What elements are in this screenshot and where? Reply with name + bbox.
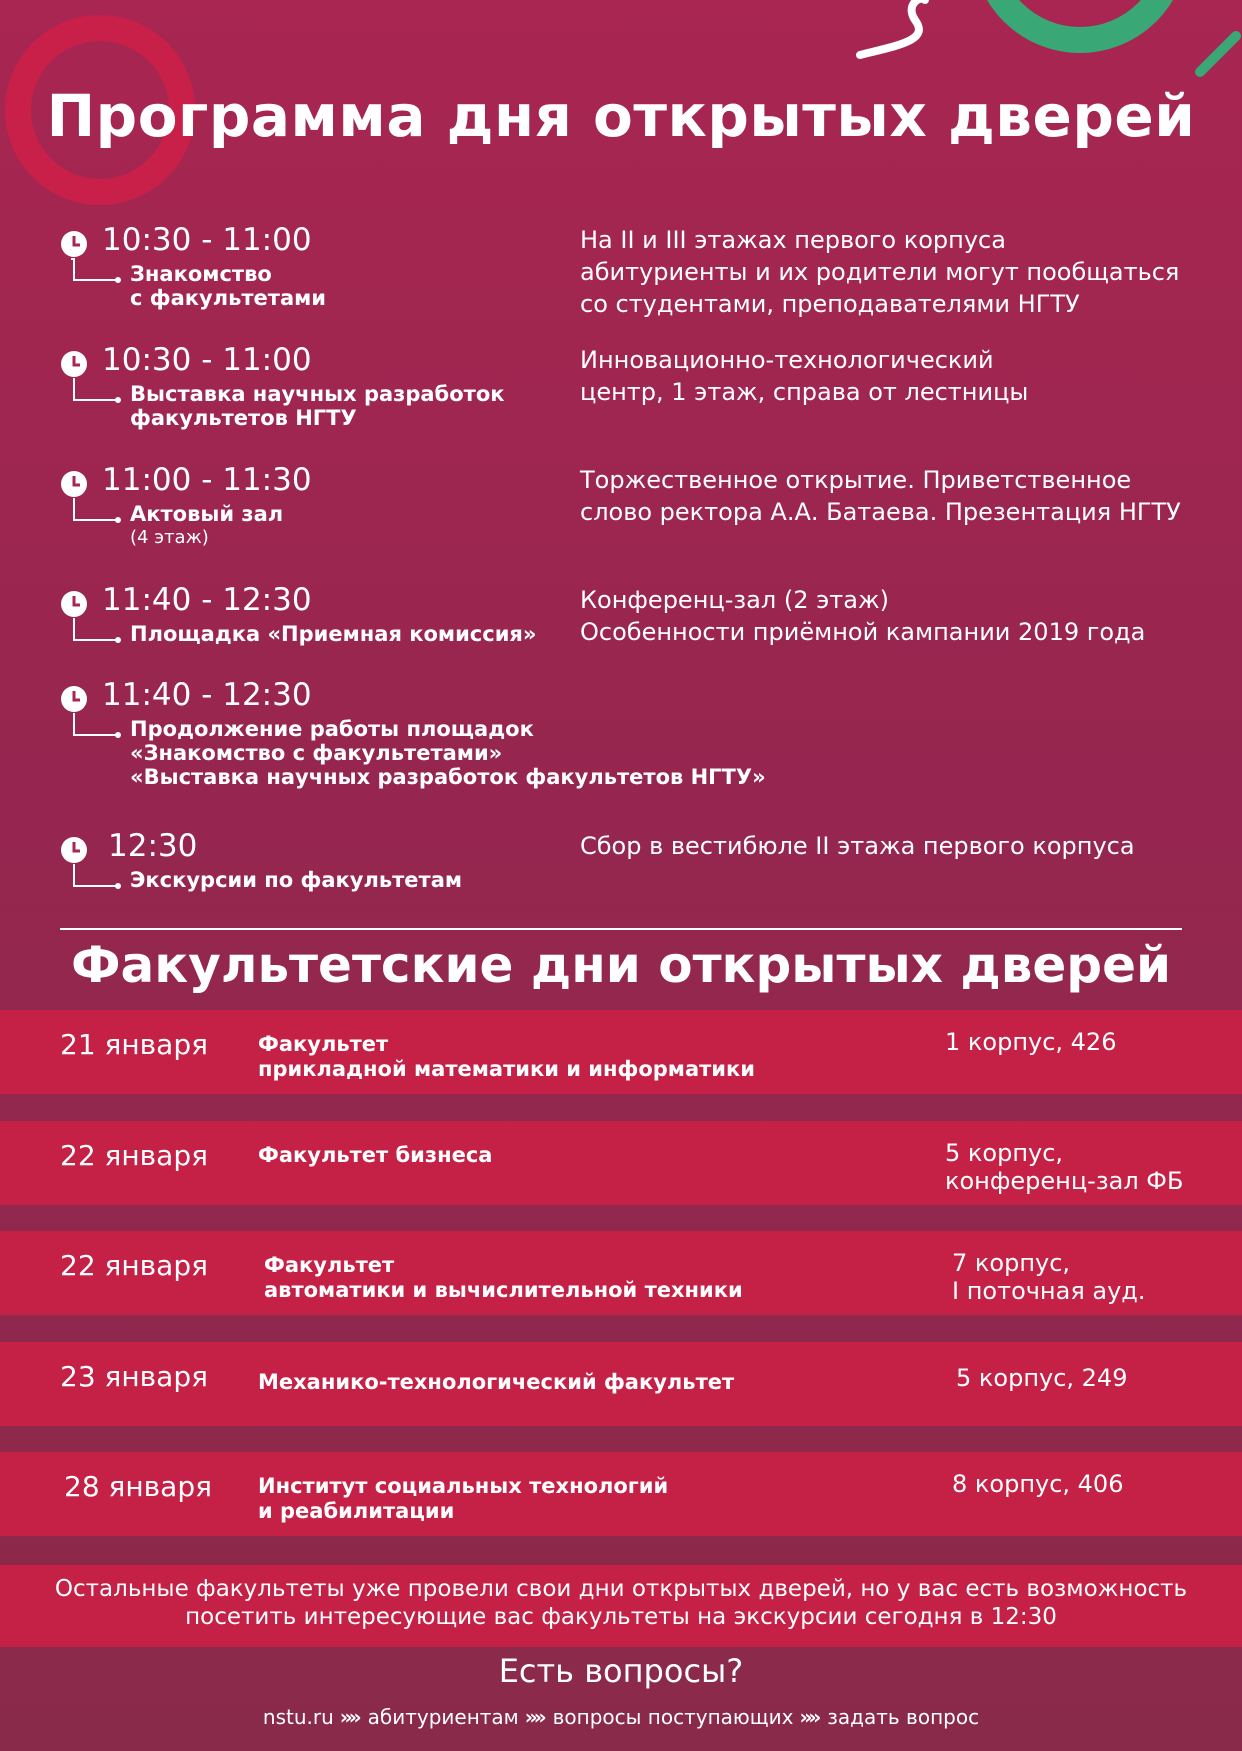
connector-line-icon	[72, 258, 122, 308]
faculty-place	[945, 1028, 1116, 1056]
clock-icon	[58, 348, 90, 380]
schedule-event	[130, 717, 766, 789]
desc-line: Сбор в вестибюле II этажа первого корпуса	[580, 832, 1135, 860]
footer-link-ask[interactable]: задать вопрос	[827, 1705, 980, 1729]
decor-circle-green	[985, 0, 1175, 40]
desc-line: Инновационно-технологический	[580, 346, 994, 374]
faculty-place-line: I поточная ауд.	[952, 1277, 1146, 1305]
faculty-row	[0, 1342, 1242, 1426]
faculty-name	[258, 1474, 668, 1524]
event-line: Выставка научных разработок	[130, 382, 505, 406]
schedule-description	[580, 224, 1230, 320]
desc-line: слово ректора А.А. Батаева. Презентация НГТУ	[580, 498, 1181, 526]
schedule-event	[130, 262, 326, 310]
faculty-place	[945, 1139, 1183, 1195]
desc-line: центр, 1 этаж, справа от лестницы	[580, 378, 1029, 406]
desc-line: Торжественное открытие. Приветственное	[580, 466, 1132, 494]
footer-link-nstu[interactable]: nstu.ru	[262, 1705, 334, 1729]
faculty-place-line: конференц-зал ФБ	[945, 1167, 1184, 1195]
chevron-double-right-icon: »»	[339, 1705, 358, 1729]
event-line: Площадка «Приемная комиссия»	[130, 622, 537, 646]
schedule-time: 10:30 - 11:00	[102, 342, 312, 378]
faculty-date: 22 января	[60, 1139, 208, 1172]
footer-link-applicants[interactable]: абитуриентам	[367, 1705, 519, 1729]
connector-line-icon	[72, 618, 122, 668]
clock-icon	[58, 228, 90, 260]
schedule-event	[130, 622, 536, 646]
event-line: «Знакомство с факультетами»	[130, 741, 503, 765]
faculty-date: 28 января	[64, 1470, 212, 1503]
schedule-event	[130, 502, 283, 550]
schedule-time: 11:40 - 12:30	[102, 582, 312, 618]
faculty-row	[0, 1121, 1242, 1205]
chevron-double-right-icon: »»	[524, 1705, 543, 1729]
faculty-place-line: 8 корпус, 406	[952, 1470, 1124, 1498]
footer-link-questions[interactable]: вопросы поступающих	[552, 1705, 794, 1729]
faculty-name	[258, 1032, 755, 1082]
footer-breadcrumb	[0, 1705, 1242, 1729]
connector-line-icon	[72, 378, 122, 428]
faculty-place	[952, 1470, 1123, 1498]
faculty-name-line: Институт социальных технологий	[258, 1474, 669, 1498]
faculty-name-line: Факультет	[258, 1032, 389, 1056]
schedule-event	[130, 868, 462, 892]
faculty-name-line: Факультет бизнеса	[258, 1143, 493, 1167]
faculty-name	[264, 1253, 743, 1303]
faculty-name-line: и реабилитации	[258, 1499, 455, 1523]
faculty-name-line: Факультет	[264, 1253, 395, 1277]
schedule-description	[580, 344, 1230, 408]
info-note	[0, 1565, 1242, 1647]
schedule-description	[580, 584, 1230, 648]
faculty-row	[0, 1010, 1242, 1094]
event-line: Экскурсии по факультетам	[130, 868, 463, 892]
clock-icon	[58, 588, 90, 620]
faculty-place-line: 1 корпус, 426	[945, 1028, 1117, 1056]
schedule-time: 11:40 - 12:30	[102, 677, 312, 713]
schedule-event	[130, 382, 505, 430]
faculty-row	[0, 1231, 1242, 1315]
faculty-name-line: автоматики и вычислительной техники	[264, 1278, 743, 1302]
schedule-time: 12:30	[108, 828, 198, 864]
schedule-time: 11:00 - 11:30	[102, 462, 312, 498]
schedule-description	[580, 464, 1230, 528]
faculty-name-line: прикладной математики и информатики	[258, 1057, 755, 1081]
chevron-double-right-icon: »»	[799, 1705, 818, 1729]
faculty-name	[258, 1370, 734, 1395]
info-note-line: посетить интересующие вас факультеты на экскурсии сегодня в 12:30	[185, 1604, 1057, 1630]
desc-line: абитуриенты и их родители могут пообщаться	[580, 258, 1180, 286]
connector-line-icon	[72, 713, 122, 763]
footer-question: Есть вопросы?	[498, 1652, 744, 1690]
event-line: Продолжение работы площадок	[130, 717, 534, 741]
clock-icon	[58, 683, 90, 715]
event-line: «Выставка научных разработок факультетов НГТУ»	[130, 765, 766, 789]
schedule-description	[580, 830, 1230, 862]
faculty-date: 22 января	[60, 1249, 208, 1282]
connector-line-icon	[72, 864, 122, 914]
clock-icon	[58, 834, 90, 866]
faculty-date: 23 января	[60, 1360, 208, 1393]
event-sub: (4 этаж)	[130, 527, 209, 548]
faculty-place	[956, 1364, 1127, 1392]
faculty-name-line: Механико-технологический факультет	[258, 1370, 735, 1394]
faculty-date: 21 января	[60, 1028, 208, 1061]
faculty-row	[0, 1452, 1242, 1536]
event-line: факультетов НГТУ	[130, 406, 357, 430]
page-title: Программа дня открытых дверей	[46, 82, 1196, 150]
desc-line: со студентами, преподавателями НГТУ	[580, 290, 1080, 318]
faculty-place-line: 5 корпус, 249	[956, 1364, 1128, 1392]
event-line: Знакомство	[130, 262, 272, 286]
event-line: Актовый зал	[130, 502, 284, 526]
faculty-section-title: Факультетские дни открытых дверей	[70, 936, 1172, 994]
faculty-place-line: 7 корпус,	[952, 1249, 1071, 1277]
desc-line: На II и III этажах первого корпуса	[580, 226, 1006, 254]
desc-line: Особенности приёмной кампании 2019 года	[580, 618, 1146, 646]
decor-dash-green	[1200, 36, 1236, 72]
event-line: с факультетами	[130, 286, 327, 310]
schedule-time: 10:30 - 11:00	[102, 222, 312, 258]
clock-icon	[58, 468, 90, 500]
section-divider	[60, 928, 1182, 930]
faculty-place	[952, 1249, 1146, 1305]
info-note-line: Остальные факультеты уже провели свои дни открытых дверей, но у вас есть возможность	[54, 1576, 1188, 1602]
faculty-place-line: 5 корпус,	[945, 1139, 1064, 1167]
faculty-name	[258, 1143, 492, 1168]
connector-line-icon	[72, 498, 122, 548]
decor-squiggle	[860, 0, 925, 55]
desc-line: Конференц-зал (2 этаж)	[580, 586, 889, 614]
